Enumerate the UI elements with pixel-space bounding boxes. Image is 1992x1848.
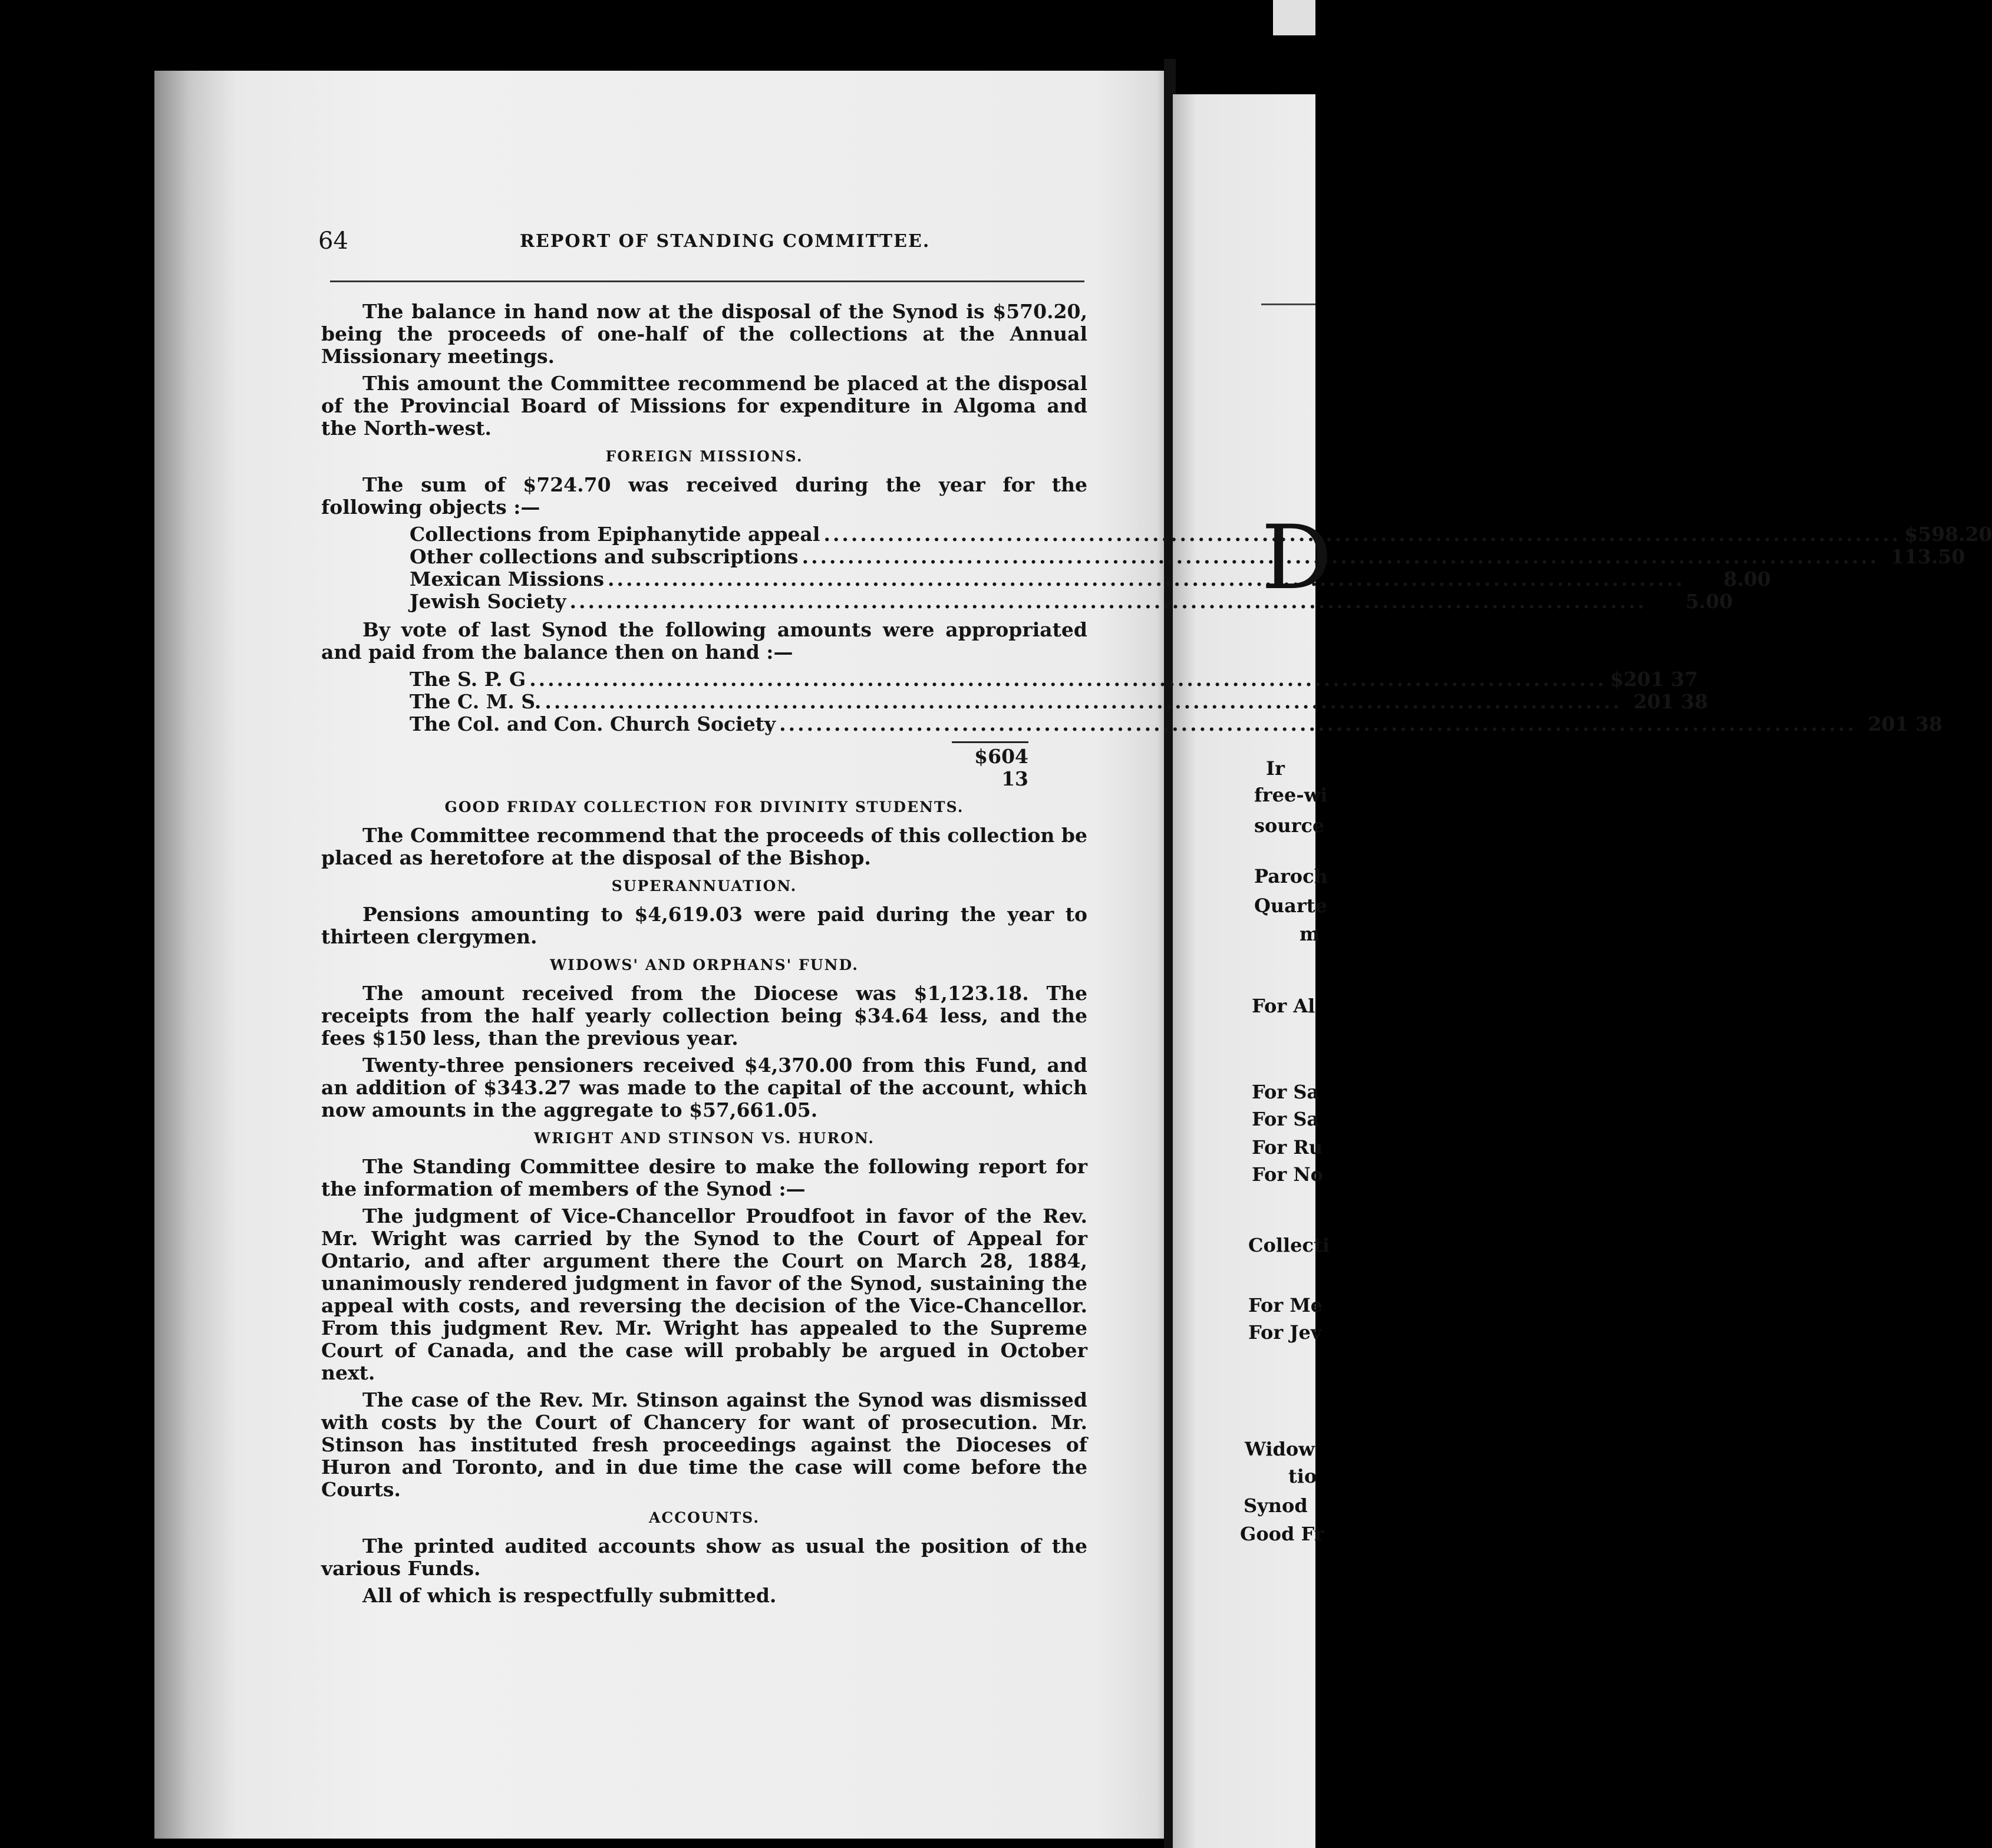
appropriations-total: $604 13 bbox=[952, 741, 1028, 790]
receipts-list bbox=[410, 523, 1992, 613]
paragraph: Twenty-three pensioners received $4,370.00 from this Fund, and an addition of $343.27 was made to the capital of the account, which now amounts in the aggregate to $57,661.05. bbox=[321, 1054, 1087, 1121]
right-fragment: free-wi bbox=[1254, 784, 1328, 806]
right-header-rule bbox=[1261, 303, 1315, 305]
section-heading: SUPERANNUATION. bbox=[611, 877, 797, 895]
page-number: 64 bbox=[318, 227, 348, 255]
scan-edge bbox=[1273, 0, 1315, 35]
right-fragment: For Al bbox=[1252, 995, 1315, 1017]
paragraph: The sum of $724.70 was received during the year for the following objects :— bbox=[321, 473, 1087, 519]
list-item: The C. M. S. ..... 201 38 bbox=[410, 691, 1028, 713]
right-fragment: For Jev bbox=[1248, 1321, 1322, 1344]
right-fragment: Good Fr bbox=[1240, 1523, 1324, 1545]
list-item: Other collections and subscriptions ..... 113.50 bbox=[410, 546, 1028, 568]
list-item: The Col. and Con. Church Society ..... 201 38 bbox=[410, 713, 1028, 735]
right-fragment: source bbox=[1254, 814, 1325, 837]
right-page bbox=[1173, 94, 1315, 1848]
paragraph: The judgment of Vice-Chancellor Proudfoot in favor of the Rev. Mr. Wright was carried by the Synod to the Court of Appeal for Ontario, and after argument there the Court on March 28, 1884, unanimously rendered judgment in favor of the Synod, sustaining the appeal with costs, and reversing the decision of the Vice-Chancellor. From this judgment Rev. Mr. Wright has appealed to the Supreme Court of Canada, and the case will probably be argued in October next. bbox=[321, 1204, 1087, 1384]
appropriations-list bbox=[410, 668, 1942, 735]
paragraph: The Standing Committee desire to make the following report for the information of members of the Synod :— bbox=[321, 1155, 1087, 1200]
right-fragment: Widow bbox=[1245, 1438, 1315, 1460]
paragraph: Pensions amounting to $4,619.03 were paid during the year to thirteen clergymen. bbox=[321, 903, 1087, 948]
drop-cap: D bbox=[1261, 507, 1333, 609]
section-heading: ACCOUNTS. bbox=[648, 1509, 760, 1526]
paragraph: By vote of last Synod the following amounts were appropriated and paid from the balance then on hand :— bbox=[321, 618, 1087, 664]
right-fragment: For No bbox=[1252, 1163, 1323, 1186]
right-fragment: m bbox=[1300, 923, 1320, 945]
right-fragment: For Me bbox=[1248, 1294, 1323, 1316]
running-title: REPORT OF STANDING COMMITTEE. bbox=[520, 231, 931, 252]
right-fragment: tio bbox=[1288, 1465, 1317, 1487]
paragraph: The amount received from the Diocese was $1,123.18. The receipts from the half yearly collection being $34.64 less, and the fees $150 less, than the previous year. bbox=[321, 982, 1087, 1050]
right-fragment: Quarte bbox=[1254, 895, 1327, 917]
list-item: Mexican Missions ..... 8.00 bbox=[410, 568, 1028, 590]
right-fragment: For Sa bbox=[1252, 1108, 1320, 1130]
right-fragment: For Sa bbox=[1252, 1081, 1320, 1103]
section-heading: FOREIGN MISSIONS. bbox=[605, 448, 803, 465]
right-fragment: For Ru bbox=[1252, 1136, 1323, 1159]
section-heading: WIDOWS' AND ORPHANS' FUND. bbox=[550, 956, 859, 974]
list-item: The S. P. G ..... $201 37 bbox=[410, 668, 1028, 691]
closing-line: All of which is respectfully submitted. bbox=[362, 1584, 777, 1607]
paragraph: The case of the Rev. Mr. Stinson against the Synod was dismissed with costs by the Court of Chancery for want of prosecution. Mr. Stinson has instituted fresh proceedings against the Dioceses of Huron and Toronto, and in due time the case will come before the Courts. bbox=[321, 1388, 1087, 1501]
section-heading: WRIGHT AND STINSON VS. HURON. bbox=[534, 1130, 875, 1147]
right-fragment: Synod bbox=[1244, 1494, 1308, 1517]
paragraph: This amount the Committee recommend be placed at the disposal of the Provincial Board of Missions for expenditure in Algoma and the North-west. bbox=[321, 372, 1087, 440]
right-fragment: Ir bbox=[1266, 757, 1285, 780]
list-item: Jewish Society ..... 5.00 bbox=[410, 590, 1028, 613]
right-fragment: Collecti bbox=[1248, 1234, 1330, 1256]
header-rule bbox=[330, 280, 1084, 282]
section-heading: GOOD FRIDAY COLLECTION FOR DIVINITY STUDENTS. bbox=[444, 798, 964, 816]
right-fragment: Paroch bbox=[1254, 865, 1328, 887]
list-item: Collections from Epiphanytide appeal ..... $598.20 bbox=[410, 523, 1028, 546]
paragraph: The balance in hand now at the disposal of the Synod is $570.20, being the proceeds of one-half of the collections at the Annual Missionary meetings. bbox=[321, 300, 1087, 368]
paragraph: The Committee recommend that the proceeds of this collection be placed as heretofore at the disposal of the Bishop. bbox=[321, 824, 1087, 869]
paragraph: The printed audited accounts show as usual the position of the various Funds. bbox=[321, 1534, 1087, 1580]
